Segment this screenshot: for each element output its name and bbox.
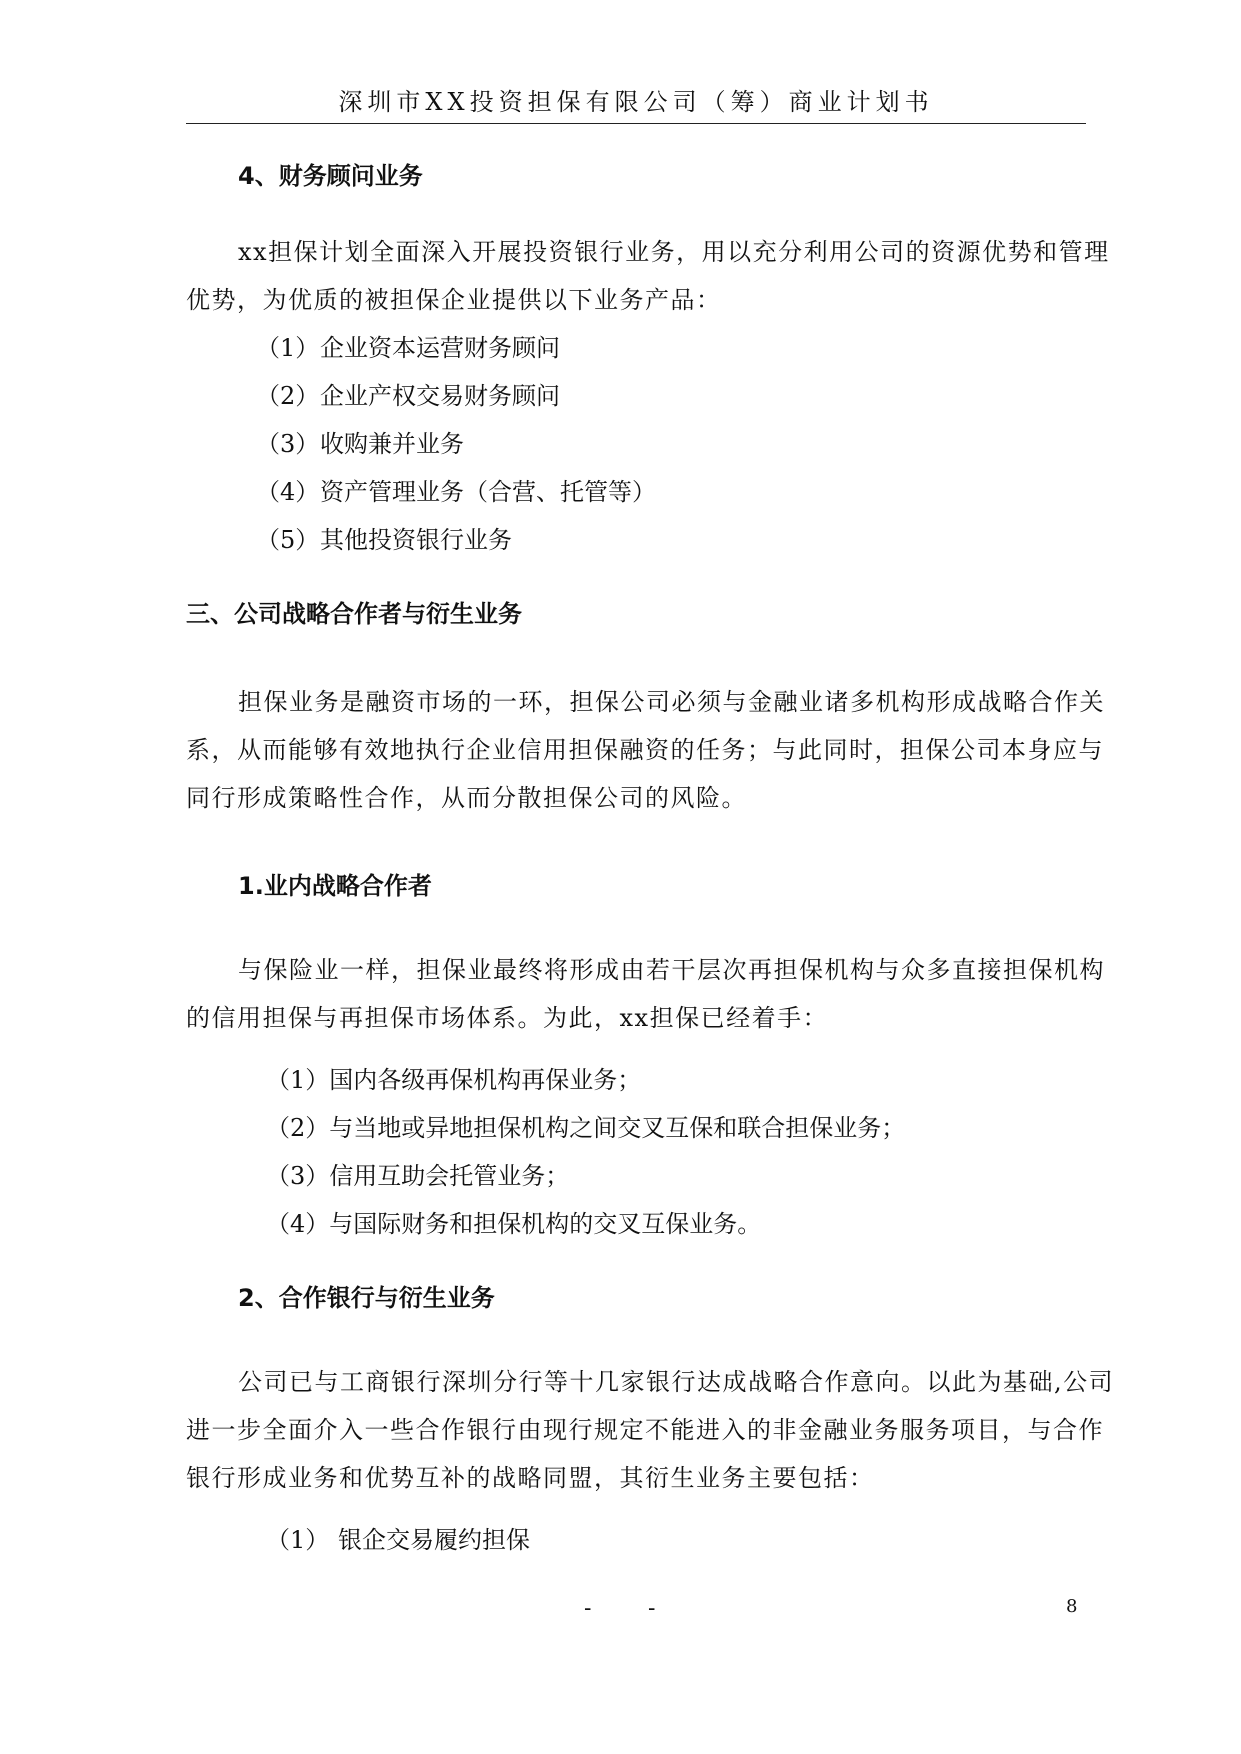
- header-divider: [186, 123, 1086, 124]
- list-item-number: （4）: [256, 478, 320, 506]
- list-item-number: （3）: [256, 430, 320, 458]
- paragraph-line: xx担保计划全面深入开展投资银行业务，用以充分利用公司的资源优势和管理: [238, 238, 1110, 266]
- list-item-number: （1）: [256, 334, 320, 362]
- section-heading-financial-advisory: 4、财务顾问业务: [238, 162, 423, 190]
- list-item-text: 收购兼并业务: [320, 430, 464, 458]
- page-number: 8: [1066, 1596, 1078, 1617]
- page-header-title: 深圳市XX投资担保有限公司（筹）商业计划书: [338, 88, 934, 116]
- list-item-number: （5）: [256, 526, 320, 554]
- list-item-text: 企业资本运营财务顾问: [320, 334, 560, 362]
- paragraph-line: 担保业务是融资市场的一环，担保公司必须与金融业诸多机构形成战略合作关: [238, 688, 1105, 716]
- paragraph-line: 进一步全面介入一些合作银行由现行规定不能进入的非金融业务服务项目，与合作: [186, 1416, 1104, 1444]
- list-item-text: 资产管理业务（合营、托管等）: [320, 478, 656, 506]
- footer-dash: -: [648, 1596, 656, 1621]
- list-item: （4）与国际财务和担保机构的交叉互保业务。: [266, 1210, 762, 1238]
- list-item: （3）信用互助会托管业务；: [266, 1162, 570, 1190]
- paragraph-line: 与保险业一样，担保业最终将形成由若干层次再担保机构与众多直接担保机构: [238, 956, 1105, 984]
- section-heading-partner-banks: 2、合作银行与衍生业务: [238, 1284, 495, 1312]
- paragraph-line: 系，从而能够有效地执行企业信用担保融资的任务；与此同时，担保公司本身应与: [186, 736, 1104, 764]
- paragraph-line: 同行形成策略性合作，从而分散担保公司的风险。: [186, 784, 747, 812]
- section-heading-industry-partners: 1.业内战略合作者: [238, 872, 432, 900]
- paragraph-line: 的信用担保与再担保市场体系。为此，xx担保已经着手：: [186, 1004, 829, 1032]
- section-heading-strategic-partners: 三、公司战略合作者与衍生业务: [186, 600, 522, 628]
- list-item-text: 企业产权交易财务顾问: [320, 382, 560, 410]
- paragraph-line: 公司已与工商银行深圳分行等十几家银行达成战略合作意向。以此为基础,公司: [238, 1368, 1115, 1396]
- list-item-text: 其他投资银行业务: [320, 526, 512, 554]
- list-item-number: （1）: [266, 1526, 330, 1554]
- list-item-text: 银企交易履约担保: [338, 1526, 530, 1554]
- list-item-number: （2）: [256, 382, 320, 410]
- list-item: （1）国内各级再保机构再保业务；: [266, 1066, 642, 1094]
- footer-dash: -: [584, 1596, 592, 1621]
- paragraph-line: 银行形成业务和优势互补的战略同盟，其衍生业务主要包括：: [186, 1464, 875, 1492]
- paragraph-line: 优势，为优质的被担保企业提供以下业务产品：: [186, 286, 722, 314]
- list-item: （2）与当地或异地担保机构之间交叉互保和联合担保业务；: [266, 1114, 906, 1142]
